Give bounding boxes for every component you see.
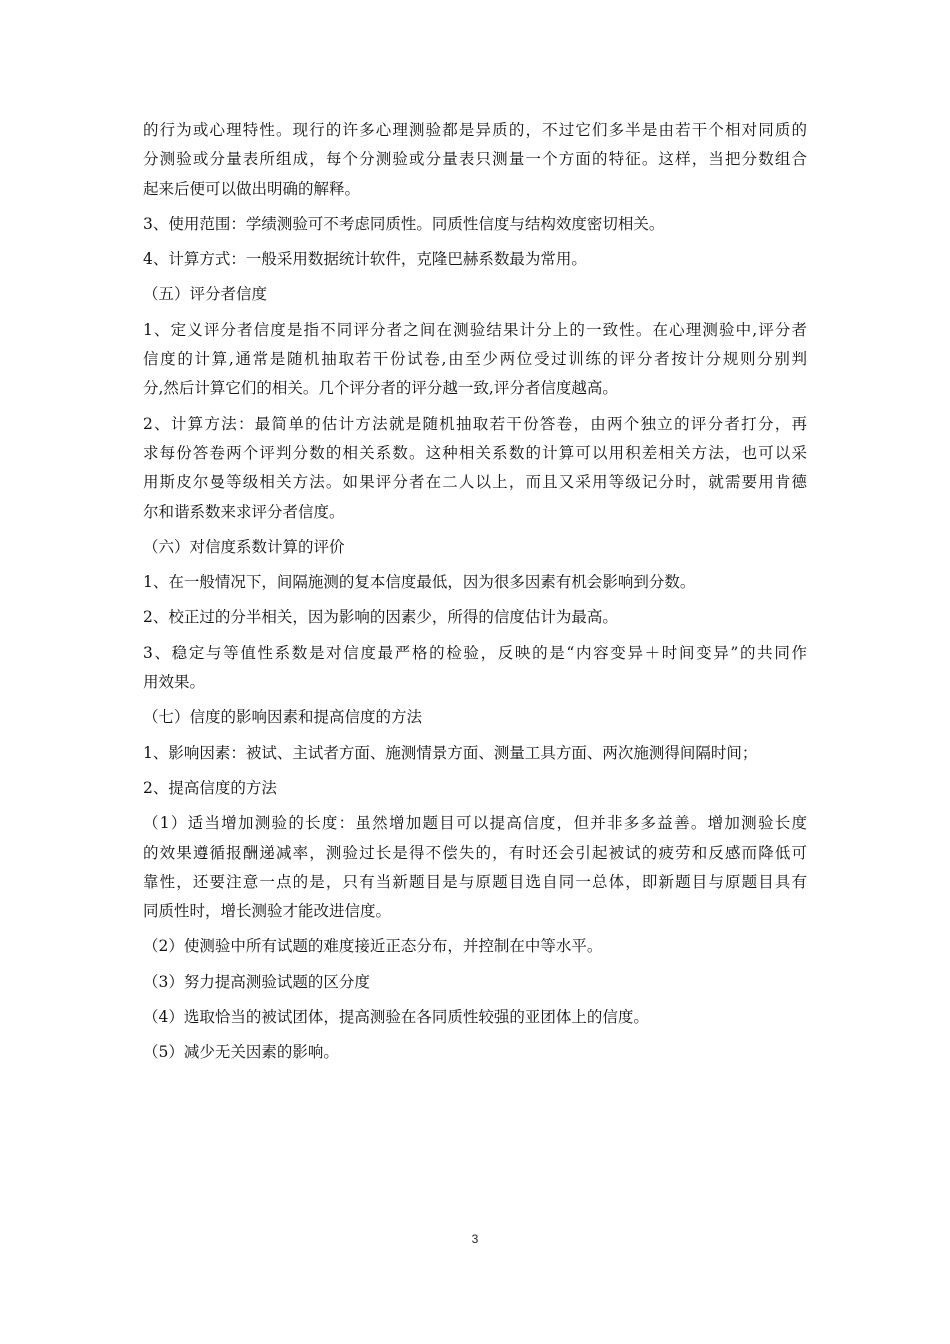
- paragraph: [143, 316, 807, 404]
- paragraph: [143, 603, 807, 632]
- paragraph: [143, 809, 807, 926]
- paragraph: [143, 932, 807, 961]
- text-line: 的效果遵循报酬递减率，测验过长是得不偿失的，有时还会引起被试的疲劳和反感而降低可: [143, 843, 807, 862]
- paragraph: [143, 774, 807, 803]
- page-number: 3: [471, 1232, 479, 1246]
- text-line: 2、提高信度的方法: [143, 778, 277, 797]
- text-line: （七）信度的影响因素和提高信度的方法: [143, 708, 423, 727]
- paragraph: [143, 210, 807, 239]
- text-line: 1、在一般情况下，间隔施测的复本信度最低，因为很多因素有机会影响到分数。: [143, 573, 696, 592]
- paragraph: [143, 533, 807, 562]
- text-line: （1）适当增加测验的长度：虽然增加题目可以提高信度，但并非多多益善。增加测验长度: [143, 814, 807, 833]
- text-line: 分,然后计算它们的相关。几个评分者的评分越一致,评分者信度越高。: [143, 379, 618, 398]
- paragraph: [143, 1038, 807, 1067]
- text-line: （五）评分者信度: [143, 285, 268, 304]
- text-line: 3、稳定与等值性系数是对信度最严格的检验，反映的是“内容变异＋时间变异”的共同作: [143, 643, 807, 662]
- text-line: 尔和谐系数来求评分者信度。: [143, 502, 345, 521]
- document-body: [143, 116, 807, 1074]
- paragraph: [143, 739, 807, 768]
- text-line: 同质性时，增长测验才能改进信度。: [143, 902, 392, 921]
- paragraph: [143, 245, 807, 274]
- text-line: 求每份答卷两个评判分数的相关系数。这种相关系数的计算可以用积差相关方法，也可以采: [143, 443, 807, 462]
- paragraph: [143, 568, 807, 597]
- text-line: （4）选取恰当的被试团体，提高测验在各同质性较强的亚团体上的信度。: [143, 1008, 649, 1027]
- paragraph: [143, 968, 807, 997]
- text-line: 3、使用范围：学绩测验可不考虑同质性。同质性信度与结构效度密切相关。: [143, 214, 665, 233]
- paragraph: [143, 1003, 807, 1032]
- text-line: （六）对信度系数计算的评价: [143, 537, 345, 556]
- text-line: 信度的计算,通常是随机抽取若干份试卷,由至少两位受过训练的评分者按计分规则分别判: [143, 350, 807, 369]
- paragraph: [143, 280, 807, 309]
- text-line: 靠性，还要注意一点的是，只有当新题目是与原题目选自同一总体，即新题目与原题目具有: [143, 872, 807, 891]
- text-line: （2）使测验中所有试题的难度接近正态分布，并控制在中等水平。: [143, 937, 603, 956]
- text-line: （3）努力提高测验试题的区分度: [143, 972, 370, 991]
- text-line: 2、校正过的分半相关，因为影响的因素少，所得的信度估计为最高。: [143, 608, 618, 627]
- text-line: 分测验或分量表所组成，每个分测验或分量表只测量一个方面的特征。这样，当把分数组合: [143, 150, 807, 169]
- paragraph: [143, 116, 807, 204]
- text-line: 的行为或心理特性。现行的许多心理测验都是异质的，不过它们多半是由若干个相对同质的: [143, 121, 807, 139]
- text-line: 1、影响因素：被试、主试者方面、施测情景方面、测量工具方面、两次施测得间隔时间；: [143, 743, 758, 762]
- paragraph: [143, 703, 807, 732]
- text-line: 2、计算方法：最简单的估计方法就是随机抽取若干份答卷，由两个独立的评分者打分，再: [143, 414, 807, 433]
- text-line: 用效果。: [143, 673, 206, 692]
- paragraph: [143, 410, 807, 527]
- text-line: 4、计算方式：一般采用数据统计软件，克隆巴赫系数最为常用。: [143, 250, 587, 269]
- text-line: 1、定义评分者信度是指不同评分者之间在测验结果计分上的一致性。在心理测验中,评分者: [143, 320, 807, 339]
- text-line: 起来后便可以做出明确的解释。: [143, 179, 361, 198]
- paragraph: [143, 639, 807, 698]
- text-line: （5）减少无关因素的影响。: [143, 1043, 339, 1062]
- text-line: 用斯皮尔曼等级相关方法。如果评分者在二人以上，而且又采用等级记分时，就需要用肯德: [143, 473, 807, 492]
